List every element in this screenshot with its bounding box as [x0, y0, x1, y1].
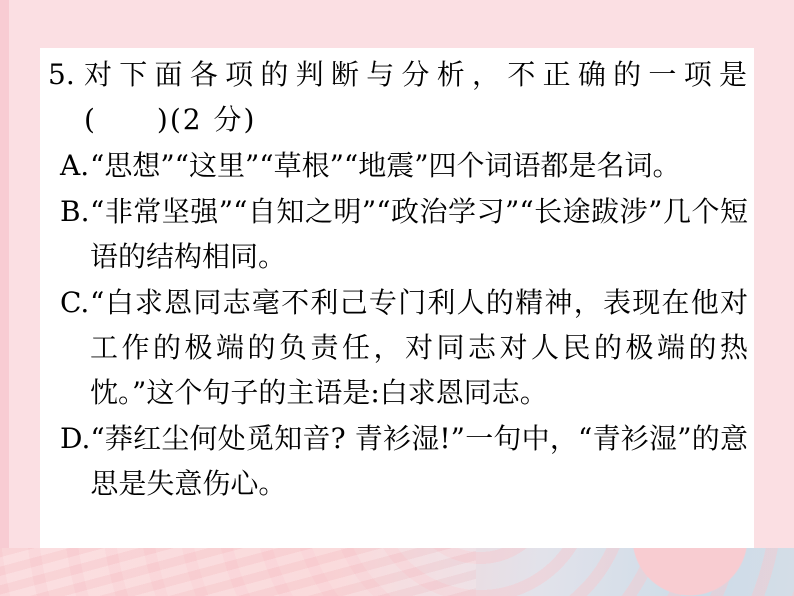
option-c-text: “白求恩同志毫不利己专门利人的精神，表现在他对工作的极端的负责任，对同志对人民的极端的热忱。”这个句子的主语是:白求恩同志。	[90, 286, 748, 409]
question-stem	[48, 52, 748, 142]
left-border-strip	[0, 0, 9, 596]
decorative-wave-band	[0, 548, 794, 596]
options-list	[48, 143, 748, 506]
option-d	[48, 416, 748, 506]
option-b-label: B.	[60, 195, 90, 228]
wave-stripes-decoration	[0, 548, 476, 596]
option-d-label: D.	[60, 422, 91, 455]
question-number: 5.	[48, 58, 75, 91]
option-a-label: A.	[60, 149, 90, 182]
option-c-label: C.	[60, 286, 90, 319]
option-d-text: “莽红尘何处觅知音? 青衫湿!”一句中，“青衫湿”的意思是失意伤心。	[90, 422, 748, 500]
question-stem-body	[84, 52, 748, 142]
option-c	[48, 280, 748, 415]
option-b-text: “非常坚强”“自知之明”“政治学习”“长途跋涉”几个短语的结构相同。	[90, 195, 748, 273]
question-panel	[40, 48, 754, 548]
option-b	[48, 189, 748, 279]
question-stem-text: 对下面各项的判断与分析，不正确的一项是	[84, 58, 748, 91]
answer-blank-and-points: ( )(2 分)	[84, 103, 257, 136]
option-a-text: “思想”“这里”“草根”“地震”四个词语都是名词。	[90, 149, 681, 182]
option-a	[48, 143, 748, 188]
